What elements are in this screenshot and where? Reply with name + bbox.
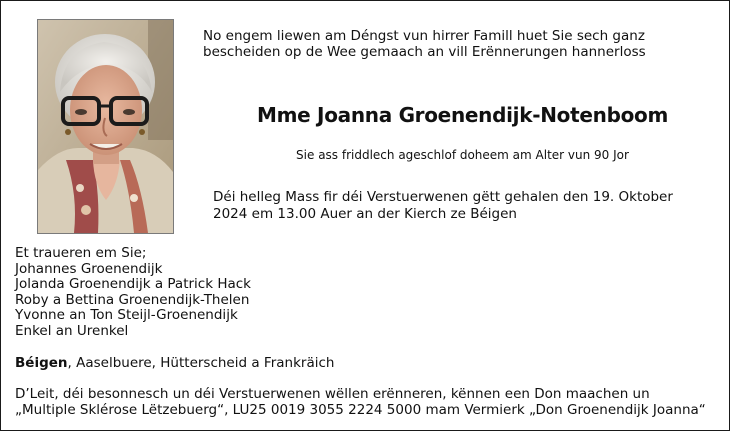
mourner-item: Roby a Bettina Groenendijk-Thelen xyxy=(15,291,250,308)
place-town: Béigen xyxy=(15,355,68,371)
mass-announcement: Déi helleg Mass fir déi Verstuerwenen gëtt gehalen den 19. Oktober 2024 em 13.00 Auer an der Kierch ze Béigen xyxy=(213,189,673,222)
passing-text: Sie ass friddlech ageschlof doheem am Alter vun 90 Jor xyxy=(296,148,629,162)
portrait-photo xyxy=(37,19,174,234)
mourner-item: Enkel an Urenkel xyxy=(15,322,129,339)
portrait-image xyxy=(38,20,173,233)
place-rest: , Aaselbuere, Hütterscheid a Frankräich xyxy=(67,355,335,371)
places-line xyxy=(15,355,615,371)
mourners-list xyxy=(15,246,415,339)
intro-text: No engem liewen am Déngst vun hirrer Famill huet Sie sech ganz bescheiden op de Wee gemaach an vill Erënnerungen hannerloss xyxy=(203,28,646,60)
deceased-name: Mme Joanna Groenendijk-Notenboom xyxy=(256,103,668,127)
mourners-heading: Et traueren em Sie; xyxy=(15,245,147,261)
mourner-item: Yvonne an Ton Steijl-Groenendijk xyxy=(15,307,238,323)
mourner-item: Johannes Groenendijk xyxy=(15,260,163,277)
donation-text: D’Leit, déi besonnesch un déi Verstuerwenen wëllen erënneren, kënnen een Don maachen un „Multiple Sklérose Lëtzebuerg“, LU25 0019 3055 2224 5000 mam Vermierk „Don Groenendijk Joanna“ xyxy=(15,386,706,418)
mourner-item: Jolanda Groenendijk a Patrick Hack xyxy=(15,276,251,292)
